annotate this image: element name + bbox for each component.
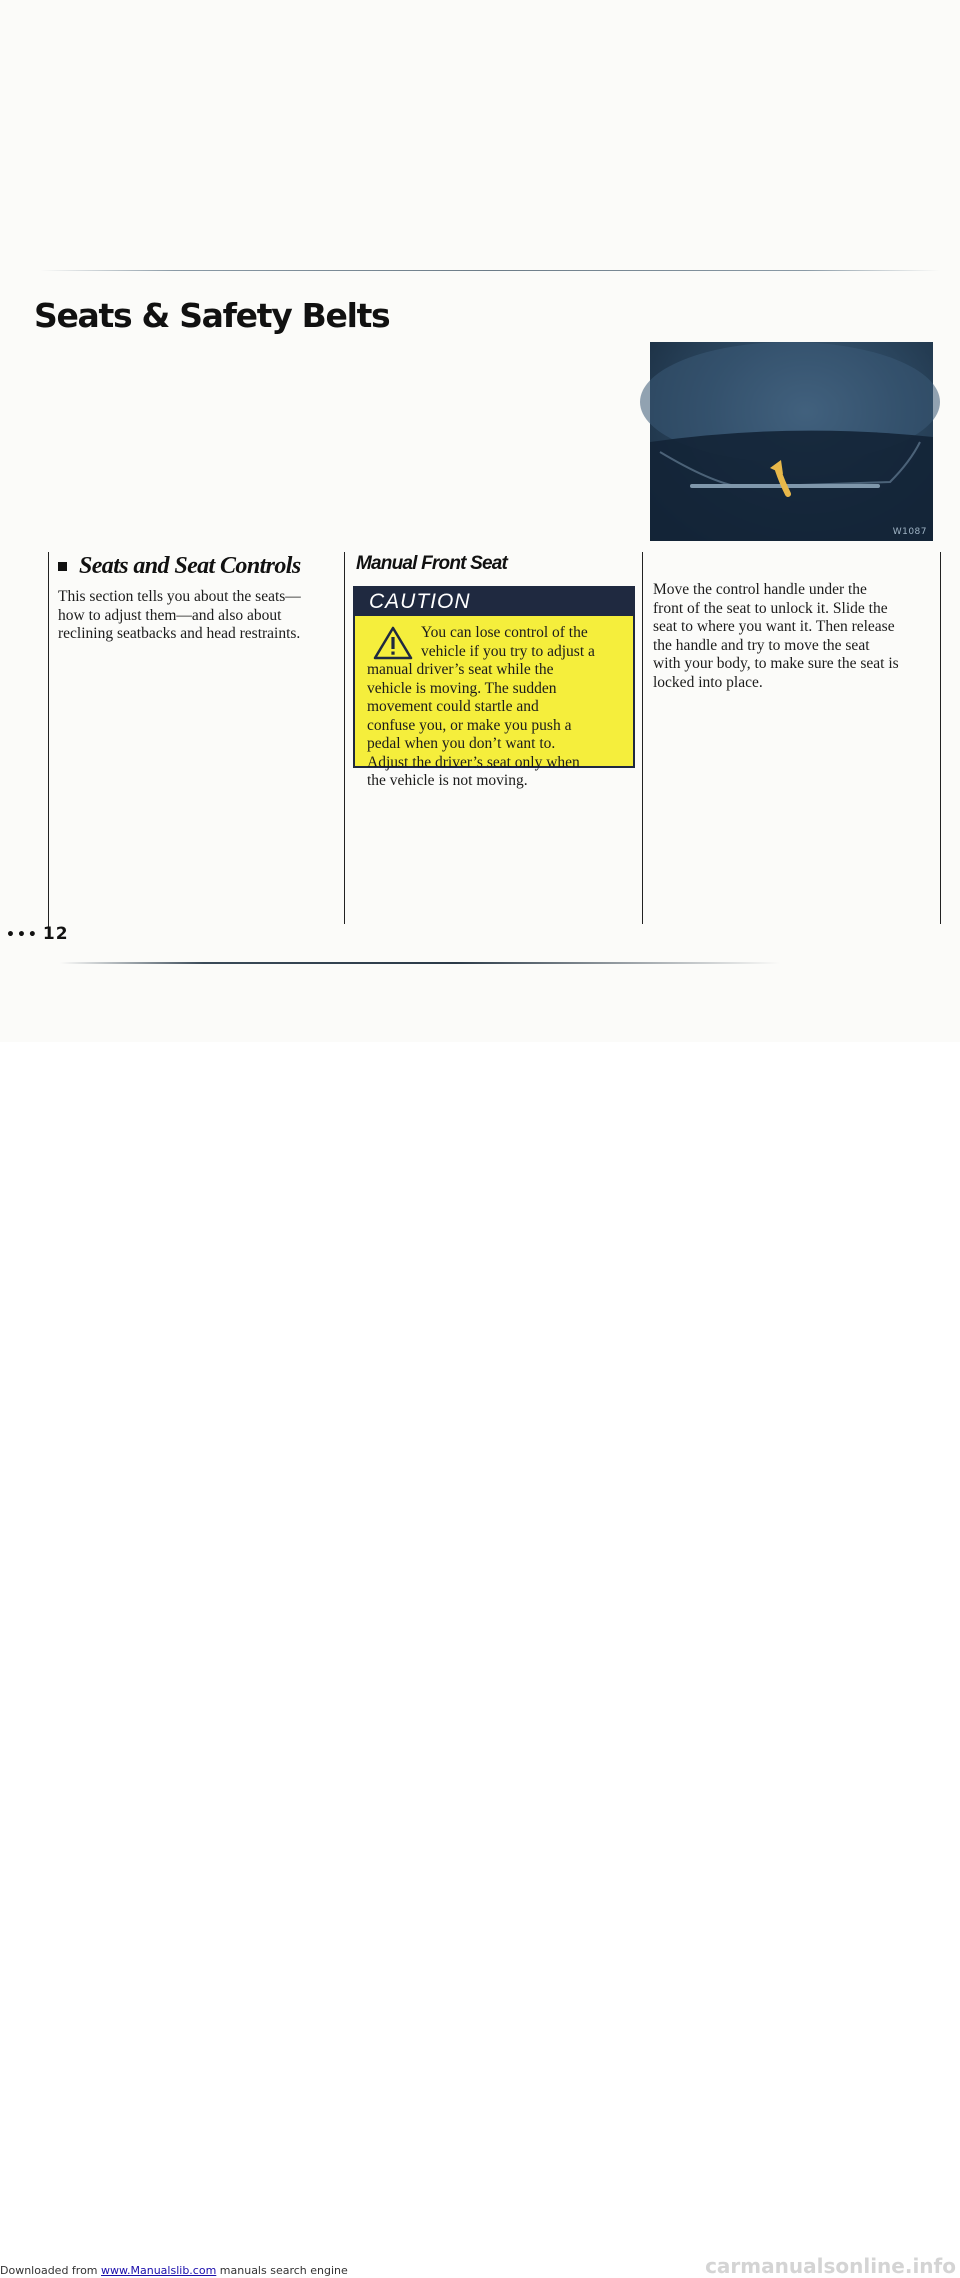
- top-rule: [40, 270, 940, 271]
- bottom-rule: [60, 962, 780, 964]
- page-number: [6, 924, 69, 944]
- intro-line: reclining seatbacks and head restraints.: [58, 625, 301, 642]
- seat-handle-photo: [650, 342, 933, 541]
- caution-line: Adjust the driver’s seat only when: [367, 753, 580, 771]
- instructions-paragraph: [653, 581, 933, 692]
- caution-line: You can lose control of the: [421, 624, 588, 641]
- caution-line: confuse you, or make you push a: [367, 716, 572, 734]
- watermark: carmanualsonline.info: [705, 2254, 956, 2278]
- footer-prefix: Downloaded from: [0, 2264, 102, 2277]
- page-number-dots: •••: [6, 927, 39, 943]
- square-bullet-icon: [58, 562, 67, 571]
- body-line: front of the seat to unlock it. Slide the: [653, 599, 888, 617]
- column-rule: [940, 552, 941, 924]
- caution-line: vehicle if you try to adjust a: [421, 642, 595, 660]
- photo-code: W1087: [892, 527, 927, 537]
- caution-label: CAUTION: [355, 588, 633, 616]
- caution-line: pedal when you don’t want to.: [367, 735, 556, 752]
- seat-photo-illustration: [650, 342, 933, 541]
- page-title: Seats & Safety Belts: [34, 296, 390, 335]
- caution-box: [353, 586, 635, 789]
- page-number-value: 12: [42, 924, 69, 944]
- column-rule: [48, 552, 49, 930]
- caution-text: [355, 616, 633, 791]
- section-heading: [58, 553, 301, 580]
- warning-triangle-icon: [373, 626, 413, 660]
- manualslib-link[interactable]: www.Manualslib.com: [101, 2264, 217, 2277]
- section-heading-text: Seats and Seat Controls: [79, 553, 301, 579]
- column-rule: [642, 552, 643, 924]
- body-line: the handle and try to move the seat: [653, 636, 870, 654]
- column-rule: [344, 552, 345, 924]
- caution-line: manual driver’s seat while the: [367, 661, 554, 678]
- caution-line: movement could startle and: [367, 698, 539, 715]
- caution-line: the vehicle is not moving.: [367, 772, 528, 789]
- subheading: Manual Front Seat: [356, 553, 508, 574]
- body-line: Move the control handle under the: [653, 581, 867, 598]
- body-line: seat to where you want it. Then release: [653, 618, 895, 635]
- intro-line: how to adjust them—and also about: [58, 606, 282, 624]
- manual-page: [0, 0, 960, 1042]
- body-line: locked into place.: [653, 673, 763, 691]
- footer-suffix: manuals search engine: [216, 2264, 348, 2277]
- intro-paragraph: [58, 588, 343, 644]
- caution-line: vehicle is moving. The sudden: [367, 679, 557, 697]
- download-credit: [0, 2264, 348, 2277]
- footer: [0, 1042, 960, 2278]
- intro-line: This section tells you about the seats—: [58, 588, 301, 605]
- body-line: with your body, to make sure the seat is: [653, 655, 899, 672]
